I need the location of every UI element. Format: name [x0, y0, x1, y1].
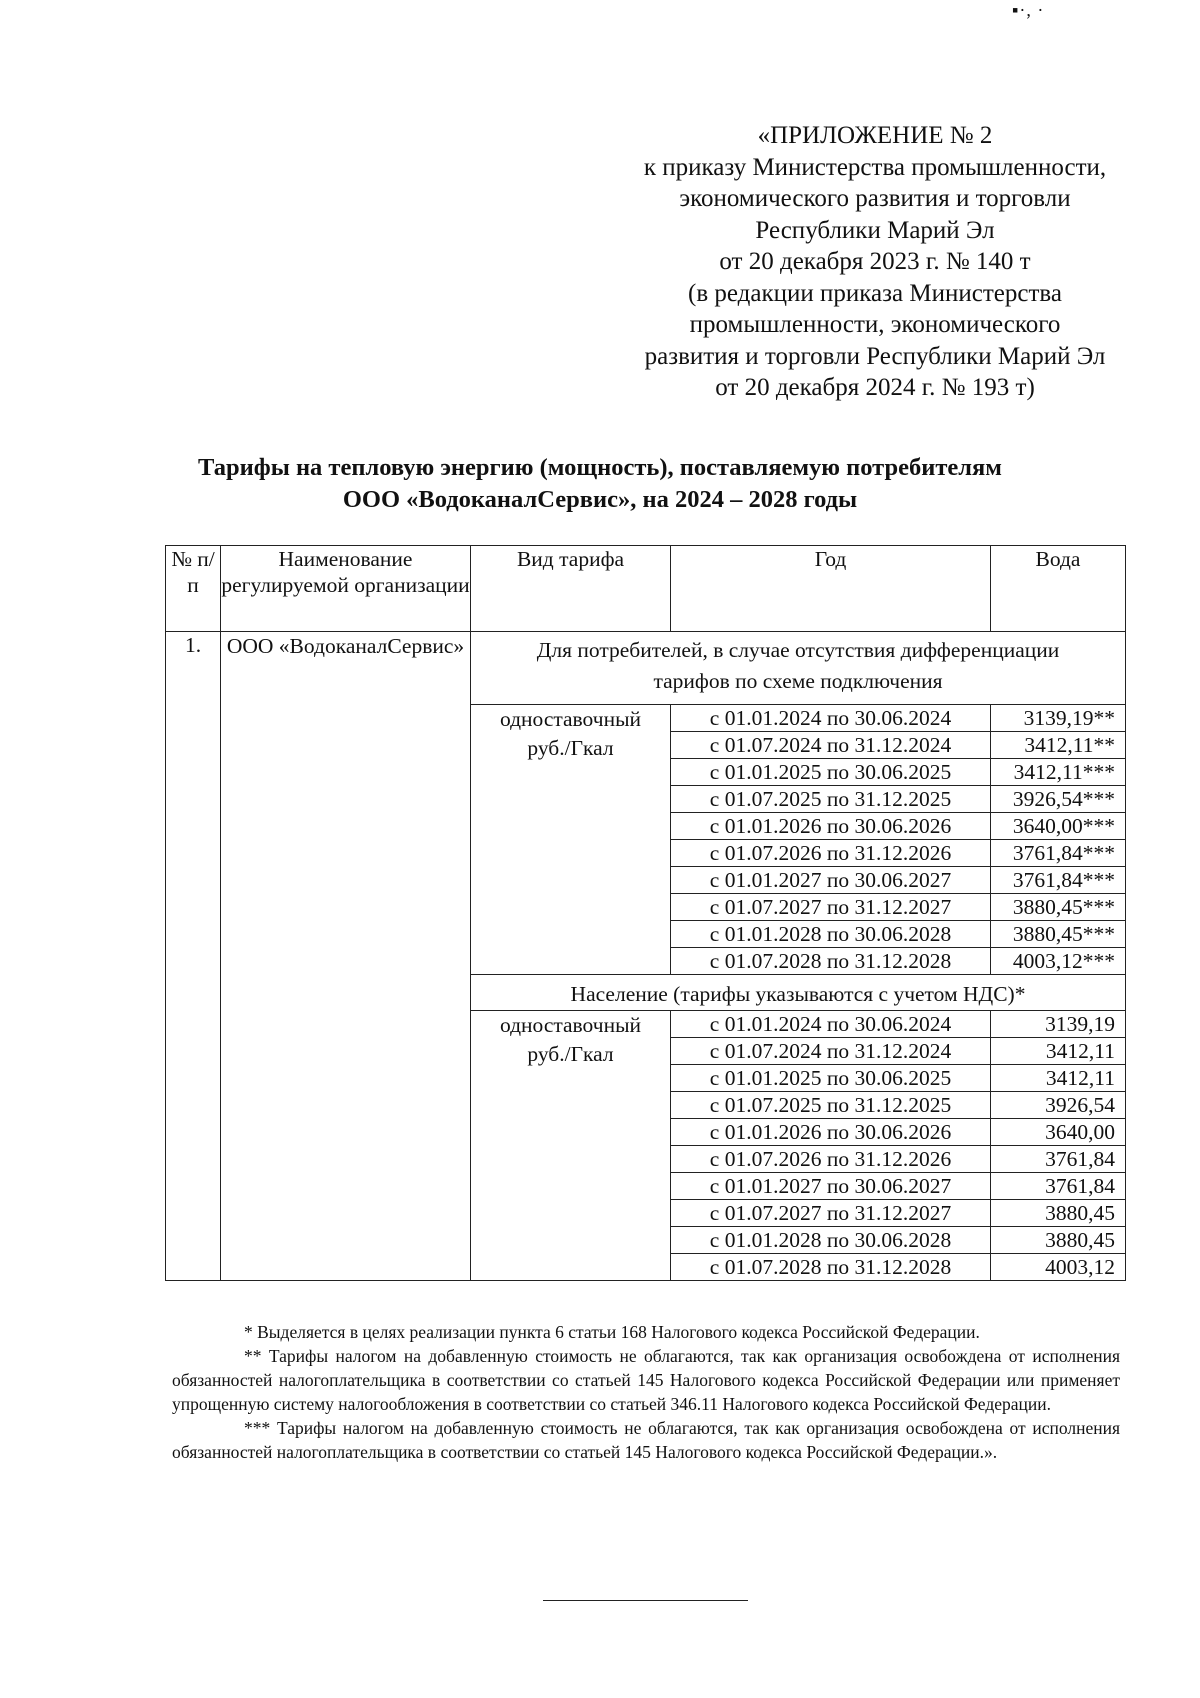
section-title: Население (тарифы указываются с учетом НДС)*	[471, 975, 1126, 1011]
period-cell: с 01.01.2025 по 30.06.2025	[671, 1065, 991, 1092]
signature-line	[543, 1600, 748, 1601]
value-cell: 3761,84	[991, 1173, 1126, 1200]
value-cell: 3139,19	[991, 1011, 1126, 1038]
period-cell: с 01.07.2026 по 31.12.2026	[671, 840, 991, 867]
period-cell: с 01.01.2028 по 30.06.2028	[671, 1227, 991, 1254]
appendix-line: Республики Марий Эл	[755, 216, 995, 244]
appendix-line: «ПРИЛОЖЕНИЕ № 2	[757, 122, 993, 149]
appendix-line: к приказу Министерства промышленности,	[643, 153, 1107, 181]
value-cell: 3412,11**	[991, 732, 1126, 759]
period-cell: с 01.07.2026 по 31.12.2026	[671, 1146, 991, 1173]
period-cell: с 01.01.2026 по 30.06.2026	[671, 1119, 991, 1146]
org-name: ООО «ВодоканалСервис»	[221, 632, 471, 1281]
appendix-line: промышленности, экономического	[689, 311, 1061, 338]
period-cell: с 01.01.2024 по 30.06.2024	[671, 1011, 991, 1038]
period-cell: с 01.01.2025 по 30.06.2025	[671, 759, 991, 786]
value-cell: 3761,84***	[991, 867, 1126, 894]
title-line-1: Тарифы на тепловую энергию (мощность), поставляемую потребителям	[198, 454, 1002, 481]
section-title-row	[166, 632, 1126, 705]
header-year: Год	[671, 546, 991, 632]
value-cell: 3761,84***	[991, 840, 1126, 867]
period-cell: с 01.07.2024 по 31.12.2024	[671, 1038, 991, 1065]
period-cell: с 01.01.2027 по 30.06.2027	[671, 867, 991, 894]
header-type: Вид тарифа	[471, 546, 671, 632]
footnote-2: ** Тарифы налогом на добавленную стоимость не облагаются, так как организация освобождена от исполнения обязанностей налогоплательщика в соответствии со статьей 145 Налогового кодекса Российской Федерации или применяет упрощенную систему налогообложения в соответствии со статьей 346.11 Налогового кодекса Российской Федерации.	[172, 1346, 1120, 1414]
header-num: № п/п	[166, 546, 221, 632]
tariff-type: одноставочный руб./Гкал	[471, 705, 671, 975]
appendix-line: экономического развития и торговли	[679, 185, 1071, 212]
value-cell: 3880,45	[991, 1227, 1126, 1254]
value-cell: 4003,12***	[991, 948, 1126, 975]
period-cell: с 01.07.2027 по 31.12.2027	[671, 894, 991, 921]
period-cell: с 01.07.2028 по 31.12.2028	[671, 948, 991, 975]
period-cell: с 01.07.2025 по 31.12.2025	[671, 786, 991, 813]
header-water: Вода	[991, 546, 1126, 632]
period-cell: с 01.07.2028 по 31.12.2028	[671, 1254, 991, 1281]
section-title: Для потребителей, в случае отсутствия дифференциации тарифов по схеме подключения	[471, 632, 1126, 705]
period-cell: с 01.07.2027 по 31.12.2027	[671, 1200, 991, 1227]
value-cell: 3139,19**	[991, 705, 1126, 732]
appendix-header	[600, 120, 1150, 404]
value-cell: 3412,11***	[991, 759, 1126, 786]
value-cell: 3926,54	[991, 1092, 1126, 1119]
footnote-1: * Выделяется в целях реализации пункта 6 статьи 168 Налогового кодекса Российской Федерации.	[244, 1322, 980, 1342]
row-number: 1.	[166, 632, 221, 1281]
value-cell: 3640,00***	[991, 813, 1126, 840]
table-header-row	[166, 546, 1126, 632]
appendix-line: от 20 декабря 2023 г. № 140 т	[719, 248, 1031, 275]
value-cell: 3412,11	[991, 1038, 1126, 1065]
footnote-3: *** Тарифы налогом на добавленную стоимость не облагаются, так как организация освобождена от исполнения обязанностей налогоплательщика в соответствии со статьей 145 Налогового кодекса Российской Федерации.».	[172, 1418, 1120, 1462]
tariff-table	[165, 545, 1126, 1281]
appendix-line: развития и торговли Республики Марий Эл	[644, 342, 1106, 370]
value-cell: 3880,45***	[991, 894, 1126, 921]
footnotes	[172, 1320, 1120, 1464]
appendix-line: от 20 декабря 2024 г. № 193 т)	[715, 374, 1035, 401]
value-cell: 3880,45***	[991, 921, 1126, 948]
period-cell: с 01.01.2028 по 30.06.2028	[671, 921, 991, 948]
period-cell: с 01.07.2024 по 31.12.2024	[671, 732, 991, 759]
period-cell: с 01.07.2025 по 31.12.2025	[671, 1092, 991, 1119]
appendix-line: (в редакции приказа Министерства	[688, 279, 1062, 307]
period-cell: с 01.01.2027 по 30.06.2027	[671, 1173, 991, 1200]
tariff-type: одноставочный руб./Гкал	[471, 1011, 671, 1281]
header-org: Наименование регулируемой организации	[221, 546, 471, 632]
period-cell: с 01.01.2026 по 30.06.2026	[671, 813, 991, 840]
value-cell: 3412,11	[991, 1065, 1126, 1092]
value-cell: 3880,45	[991, 1200, 1126, 1227]
title-line-2: ООО «ВодоканалСервис», на 2024 – 2028 годы	[342, 486, 858, 513]
value-cell: 4003,12	[991, 1254, 1126, 1281]
value-cell: 3640,00	[991, 1119, 1126, 1146]
value-cell: 3926,54***	[991, 786, 1126, 813]
value-cell: 3761,84	[991, 1146, 1126, 1173]
period-cell: с 01.01.2024 по 30.06.2024	[671, 705, 991, 732]
corner-mark: ▪·, ·	[1012, 0, 1045, 20]
document-title	[150, 452, 1050, 516]
